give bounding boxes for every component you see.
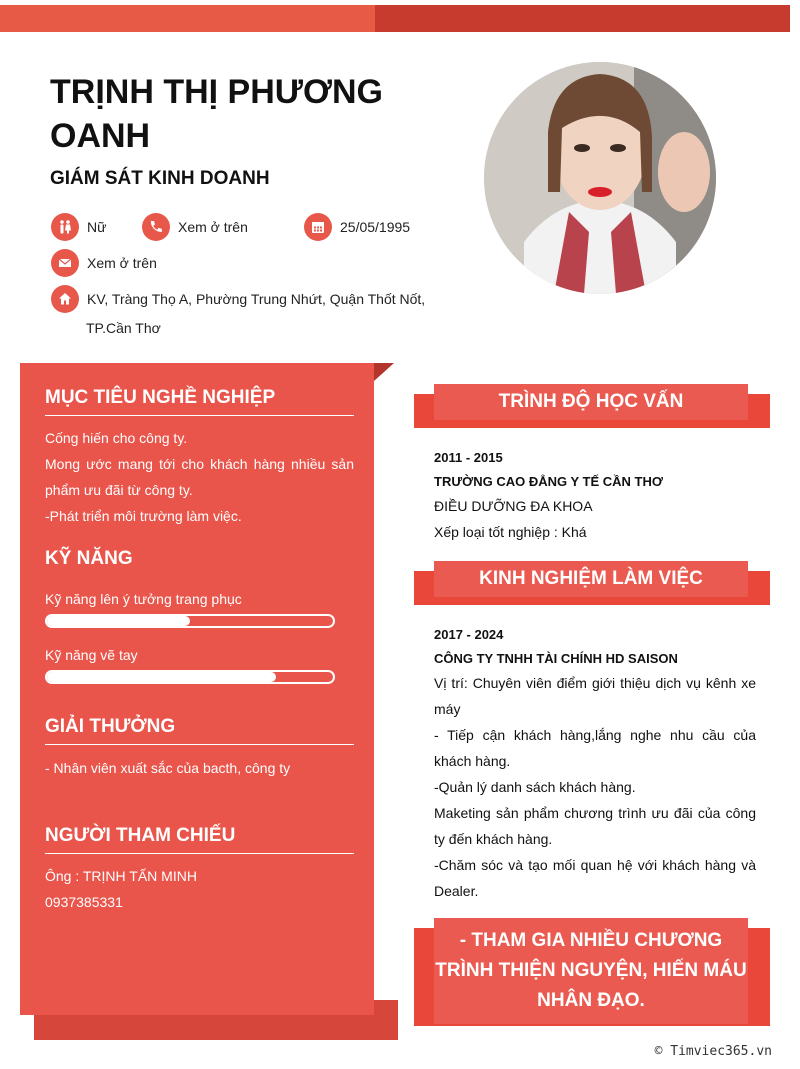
email-value[interactable]: Xem ở trên [87,255,157,271]
top-bar-right [375,5,790,32]
gender-icon [51,213,79,241]
skill-bar-fill [47,672,276,682]
education-school: TRƯỜNG CAO ĐẲNG Y TẾ CẦN THƠ [434,474,663,489]
email-info [51,249,157,277]
experience-position: Vị trí: Chuyên viên điểm giới thiệu dịch vụ kênh xe máy [434,675,756,717]
panel-fold-top [374,363,394,381]
birthday-value: 25/05/1995 [340,219,411,235]
gender-info [51,213,106,241]
objective-line1: Cống hiến cho công ty. [45,430,188,446]
home-icon [51,285,79,313]
reference-name: Ông : TRỊNH TẤN MINH [45,868,197,884]
education-grade: Xếp loại tốt nghiệp : Khá [434,524,587,540]
activity-text: - THAM GIA NHIỀU CHƯƠNG TRÌNH THIỆN NGUYỆN, HIẾN MÁU NHÂN ĐẠO. [435,930,747,1011]
experience-task: -Quản lý danh sách khách hàng. [434,779,636,795]
references-heading: NGƯỜI THAM CHIẾU [45,825,354,854]
awards-heading: GIẢI THƯỞNG [45,716,354,745]
awards-text: - Nhân viên xuất sắc của bacth, công ty [45,760,291,776]
skill-bar [45,670,335,684]
skills-heading: KỸ NĂNG [45,548,133,569]
skill-bar-fill [47,616,190,626]
education-major: ĐIỀU DƯỠNG ĐA KHOA [434,498,593,514]
skill-bar [45,614,335,628]
phone-value[interactable]: Xem ở trên [178,219,248,235]
objective-line2: Mong ước mang tới cho khách hàng nhiều sản phẩm ưu đãi từ công ty. [45,456,354,498]
address-line1: KV, Tràng Thọ A, Phường Trung Nhứt, Quận Thốt Nốt, [87,291,426,307]
calendar-icon [304,213,332,241]
top-bar-left [0,5,375,32]
left-panel [20,363,374,1015]
skill-label: Kỹ năng vẽ tay [45,647,138,663]
experience-period: 2017 - 2024 [434,627,504,642]
gender-value: Nữ [87,219,107,235]
experience-heading: KINH NGHIỆM LÀM VIỆC [434,561,748,597]
activity-banner [434,918,748,1024]
email-icon [51,249,79,277]
job-title: GIÁM SÁT KINH DOANH [50,168,270,189]
objective-line3: -Phát triển môi trường làm việc. [45,508,242,524]
experience-task: - Tiếp cận khách hàng,lắng nghe nhu cầu của khách hàng. [434,727,756,769]
profile-photo [484,62,716,294]
phone-icon [142,213,170,241]
candidate-name: TRỊNH THỊ PHƯƠNG OANH [50,73,383,155]
experience-company: CÔNG TY TNHH TÀI CHÍNH HD SAISON [434,651,678,666]
address-info [51,285,425,313]
experience-task: Maketing sản phẩm chương trình ưu đãi của công ty đến khách hàng. [434,805,756,847]
phone-info [142,213,248,241]
footer-credit[interactable]: © Timviec365.vn [654,1044,772,1059]
address-line2: TP.Cần Thơ [86,320,161,336]
objective-heading: MỤC TIÊU NGHỀ NGHIỆP [45,387,354,416]
experience-task: -Chăm sóc và tạo mối quan hệ với khách hàng và Dealer. [434,857,756,899]
education-period: 2011 - 2015 [434,450,503,465]
birthday-info [304,213,410,241]
education-heading: TRÌNH ĐỘ HỌC VẤN [434,384,748,420]
skill-label: Kỹ năng lên ý tưởng trang phục [45,591,242,607]
reference-phone: 0937385331 [45,894,123,910]
